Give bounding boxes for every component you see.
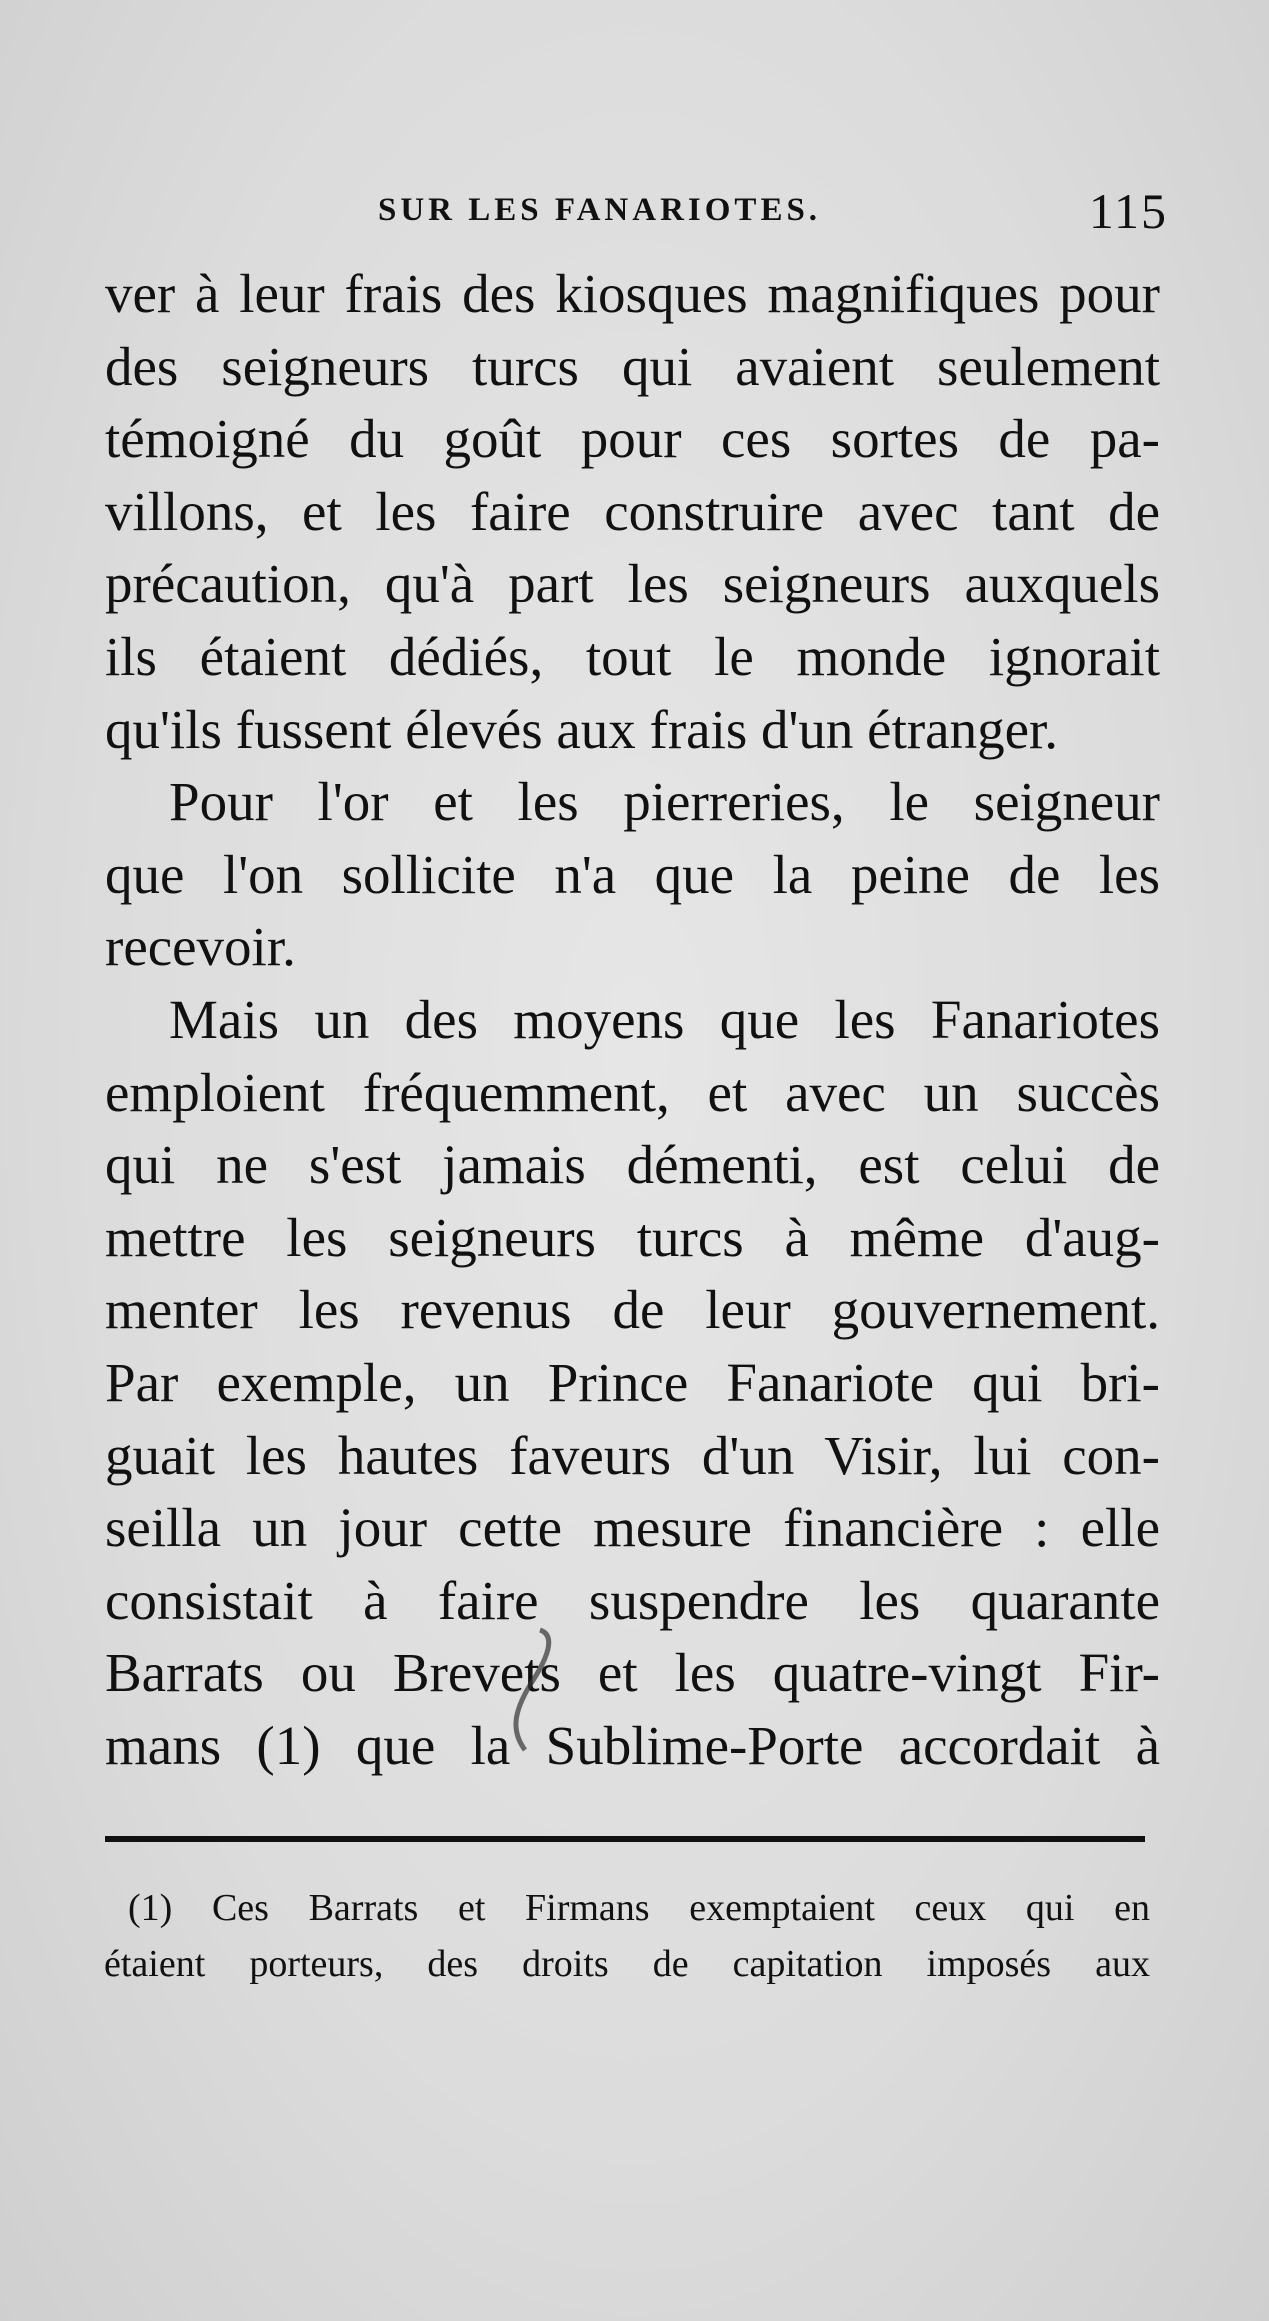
- text-line: mans (1) que la Sublime-Porte accordait à: [105, 1714, 1160, 1776]
- text-line: qu'ils fussent élevés aux frais d'un étranger.: [105, 698, 1059, 760]
- text-line: Barrats ou Brevets et les quatre-vingt Fir-: [105, 1642, 1160, 1704]
- page-header: [378, 183, 1168, 246]
- text-line: consistait à faire suspendre les quarante: [105, 1569, 1160, 1631]
- text-line: Par exemple, un Prince Fanariote qui bri-: [105, 1351, 1160, 1413]
- paragraph-start-line: Mais un des moyens que les Fanariotes: [169, 988, 1160, 1050]
- text-line: guait les hautes faveurs d'un Visir, lui con-: [105, 1424, 1160, 1486]
- text-line: recevoir.: [105, 916, 296, 978]
- page-number: 115: [1088, 183, 1168, 239]
- paragraph-start-line: Pour l'or et les pierreries, le seigneur: [169, 771, 1160, 833]
- footnote-line: (1) Ces Barrats et Firmans exemptaient ceux qui en: [128, 1887, 1150, 1929]
- text-line: témoigné du goût pour ces sortes de pa-: [105, 408, 1160, 470]
- text-line: mettre les seigneurs turcs à même d'aug-: [105, 1206, 1160, 1268]
- running-title: SUR LES FANARIOTES.: [378, 192, 822, 228]
- footnotes: [104, 1880, 1150, 1992]
- text-line: ver à leur frais des kiosques magnifiques pour: [105, 263, 1160, 324]
- text-line: qui ne s'est jamais démenti, est celui de: [105, 1134, 1160, 1196]
- text-line: seilla un jour cette mesure financière : elle: [105, 1497, 1160, 1559]
- footnote-rule: [105, 1836, 1145, 1842]
- text-line: des seigneurs turcs qui avaient seulement: [105, 335, 1160, 397]
- footnote-line: étaient porteurs, des droits de capitation imposés aux: [104, 1943, 1150, 1985]
- text-line: menter les revenus de leur gouvernement.: [105, 1279, 1160, 1341]
- text-line: ils étaient dédiés, tout le monde ignorait: [105, 625, 1160, 687]
- text-line: villons, et les faire construire avec tant de: [105, 480, 1160, 542]
- body-text: [105, 258, 1160, 1782]
- text-line: que l'on sollicite n'a que la peine de les: [105, 843, 1160, 905]
- text-line: emploient fréquemment, et avec un succès: [105, 1061, 1160, 1123]
- text-line: précaution, qu'à part les seigneurs auxquels: [105, 553, 1160, 615]
